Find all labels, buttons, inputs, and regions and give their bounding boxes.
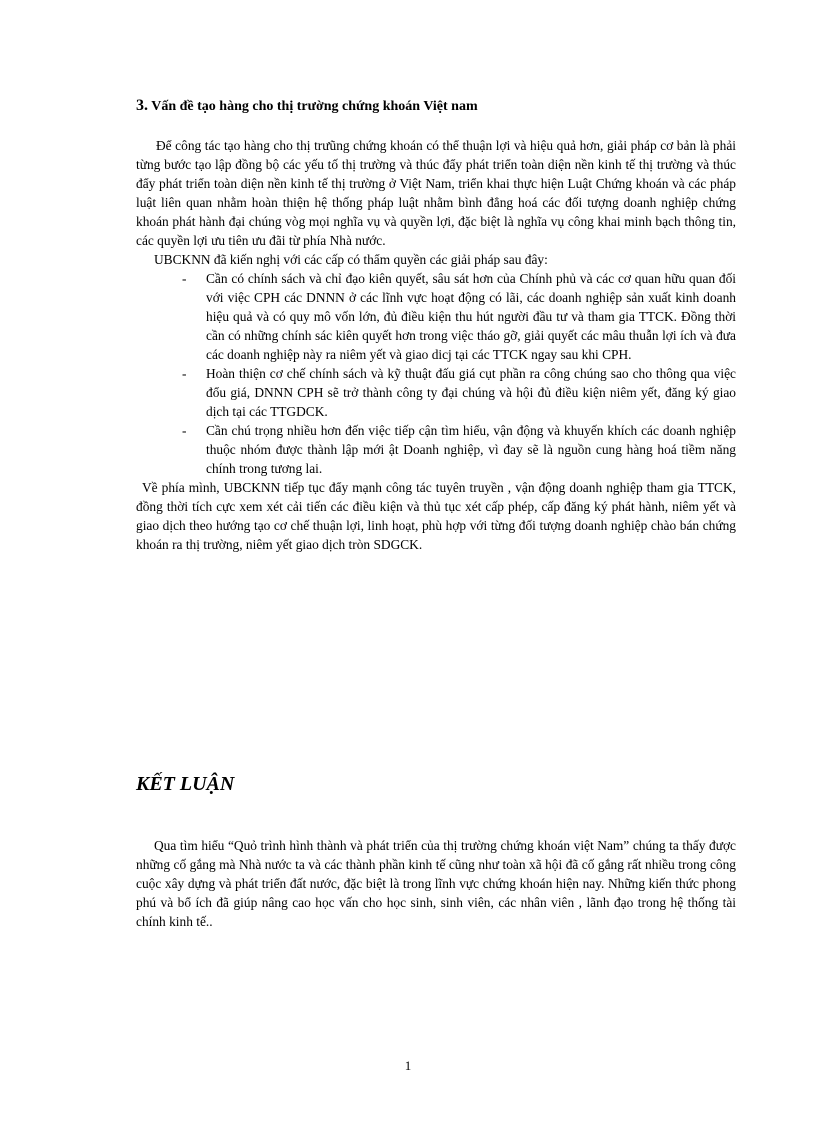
page-number: 1 — [404, 1058, 412, 1073]
section-title: Vấn đề tạo hàng cho thị trường chứng khoán Việt nam — [151, 99, 478, 114]
section-number: 3. — [136, 97, 148, 114]
paragraph-conclusion: Qua tìm hiểu “Quỏ trình hình thành và phát triển của thị trường chứng khoán việt Nam” chúng ta thấy được những cố gắng mà Nhà nước ta và các thành phần kinh tế cũng như toàn xã hội đã cố gắng rất nhiều trong công cuộc xây dựng và phát triển đất nước, đặc biệt là trong lĩnh vực chứng khoán hiện nay. Những kiến thức phong phú và bổ ích đã giúp nâng cao học vấn cho học sinh, sinh viên, các nhân viên , lãnh đạo trong hệ thống tài chính kinh tế.. — [136, 838, 736, 929]
list-item-text: Cần có chính sách và chỉ đạo kiên quyết, sâu sát hơn của Chính phủ và các cơ quan hữu quan đối với việc CPH các DNNN ở các lĩnh vực hoạt động có lãi, các doanh nghiệp sản xuất kinh doanh hiệu quả và có quy mô vốn lớn, đủ điều kiện thu hút người đầu tư và tham gia TTCK. Đồng thời cần có những chính sác kiên quyết hơn trong việc tháo gỡ, giải quyết các mâu thuẫn lợi ích và đưa các doanh nghiệp này ra niêm yết và giao dicj tại các TTCK ngay sau khi CPH. — [206, 271, 736, 362]
conclusion-title: KẾT LUẬN — [136, 773, 235, 795]
bullet-dash: - — [182, 423, 187, 438]
list-item-text: Cần chú trọng nhiều hơn đến việc tiếp cận tìm hiểu, vận động và khuyến khích các doanh nghiệp thuộc nhóm được thành lập mới ật Doanh nghiệp, vì đay sẽ là nguồn cung hàng hoá tiềm năng chính trong tương lai. — [206, 423, 736, 476]
list-item — [136, 269, 736, 364]
list-item-text: Hoàn thiện cơ chế chính sách và kỹ thuật đấu giá cụt phần ra công chúng sao cho thông qua việc đổu giá, DNNN CPH sẽ trở thành công ty đại chúng và hội đủ điều kiện niêm yết, đăng ký giao dịch tại các TTGDCK. — [206, 366, 736, 419]
list-item — [136, 364, 736, 421]
paragraph-recommendations: UBCKNN đã kiến nghị với các cấp có thẩm quyền các giải pháp sau đây: — [154, 252, 548, 267]
bullet-dash: - — [182, 366, 187, 381]
paragraph-intro: Để công tác tạo hàng cho thị trưũng chứng khoán có thể thuận lợi và hiệu quả hơn, giải pháp cơ bản là phải từng bước tạo lập đồng bộ các yếu tố thị trường và thúc đẩy phát triển toàn diện nền kinh tế thị trường và thúc đẩy phát triển toàn diện nền kinh tế thị trường ở Việt Nam, triển khai thực hiện Luật Chứng khoán và các pháp luật liên quan nhằm hoàn thiện hệ thống pháp luật nhằm bình đẳng hoá các đối tượng doanh nghiệp chứng khoán phát hành đại chúng vòg mọi nghĩa vụ và quyền lợi, đặc biệt là nghĩa vụ công khai minh bạch thông tin, các quyền lợi ưu tiên ưu đãi từ phía Nhà nước. — [136, 138, 736, 248]
list-item — [136, 421, 736, 478]
recommendation-list — [136, 269, 736, 478]
paragraph-ubcknn-actions: Về phía mình, UBCKNN tiếp tục đẩy mạnh công tác tuyên truyền , vận động doanh nghiệp tham gia TTCK, đồng thời tích cực xem xét cải tiến các điều kiện và thủ tục xét cấp phép, cấp đăng ký phát hành, niêm yết và giao dịch theo hướng tạo cơ chế thuận lợi, linh hoạt, phù hợp với từng đối tượng doanh nghiệp chào bán chứng khoán ra thị trường, niêm yết giao dịch tròn SDGCK. — [136, 480, 736, 552]
bullet-dash: - — [182, 271, 187, 286]
conclusion-body — [136, 836, 736, 931]
section-body — [136, 136, 736, 554]
section-heading — [136, 96, 736, 117]
